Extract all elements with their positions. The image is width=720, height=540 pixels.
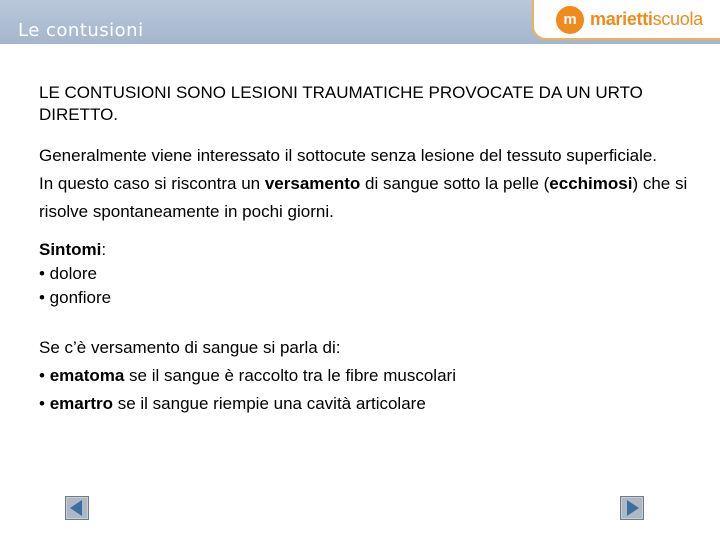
- logo-brand-part1: marietti: [590, 9, 653, 29]
- ematoma-description: se il sangue è raccolto tra le fibre muscolari: [124, 366, 456, 385]
- para2-c: di sangue sotto la pelle (: [360, 174, 550, 193]
- next-button[interactable]: [620, 496, 644, 520]
- symptoms-colon: :: [101, 240, 107, 259]
- versamento-section: [39, 334, 689, 418]
- previous-button[interactable]: [65, 496, 89, 520]
- para1: Generalmente viene interessato il sottocute senza lesione del tessuto superficiale.: [39, 146, 658, 165]
- para2-e: ) che si risolve spontaneamente in pochi giorni.: [39, 174, 688, 221]
- logo: [532, 0, 720, 40]
- term-emartro: emartro: [49, 394, 113, 413]
- triangle-left-icon: [65, 496, 89, 520]
- logo-icon: m: [556, 6, 584, 34]
- list-item: • gonfiore: [39, 288, 112, 307]
- list-item: • dolore: [39, 264, 97, 283]
- emartro-bullet: •: [39, 394, 50, 413]
- heading: LE CONTUSIONI SONO LESIONI TRAUMATICHE PROVOCATE DA UN URTO DIRETTO.: [39, 83, 643, 124]
- logo-brand-part2: scuola: [652, 9, 703, 29]
- slide-title: Le contusioni: [18, 20, 144, 41]
- logo-text: [590, 9, 703, 30]
- emartro-description: se il sangue riempie una cavità articolare: [113, 394, 426, 413]
- term-versamento: versamento: [264, 174, 361, 193]
- versamento-intro: Se c’è versamento di sangue si parla di:: [39, 338, 341, 357]
- header-bar: [0, 0, 720, 44]
- description-paragraph: [39, 142, 689, 226]
- symptoms-list: [39, 238, 689, 310]
- ematoma-bullet: •: [39, 366, 50, 385]
- term-ecchimosi: ecchimosi: [549, 174, 633, 193]
- triangle-right-icon: [620, 496, 644, 520]
- para2-a: In questo caso si riscontra un: [39, 174, 265, 193]
- symptoms-label: Sintomi: [39, 240, 102, 259]
- term-ematoma: ematoma: [49, 366, 125, 385]
- slide-content: [39, 82, 689, 418]
